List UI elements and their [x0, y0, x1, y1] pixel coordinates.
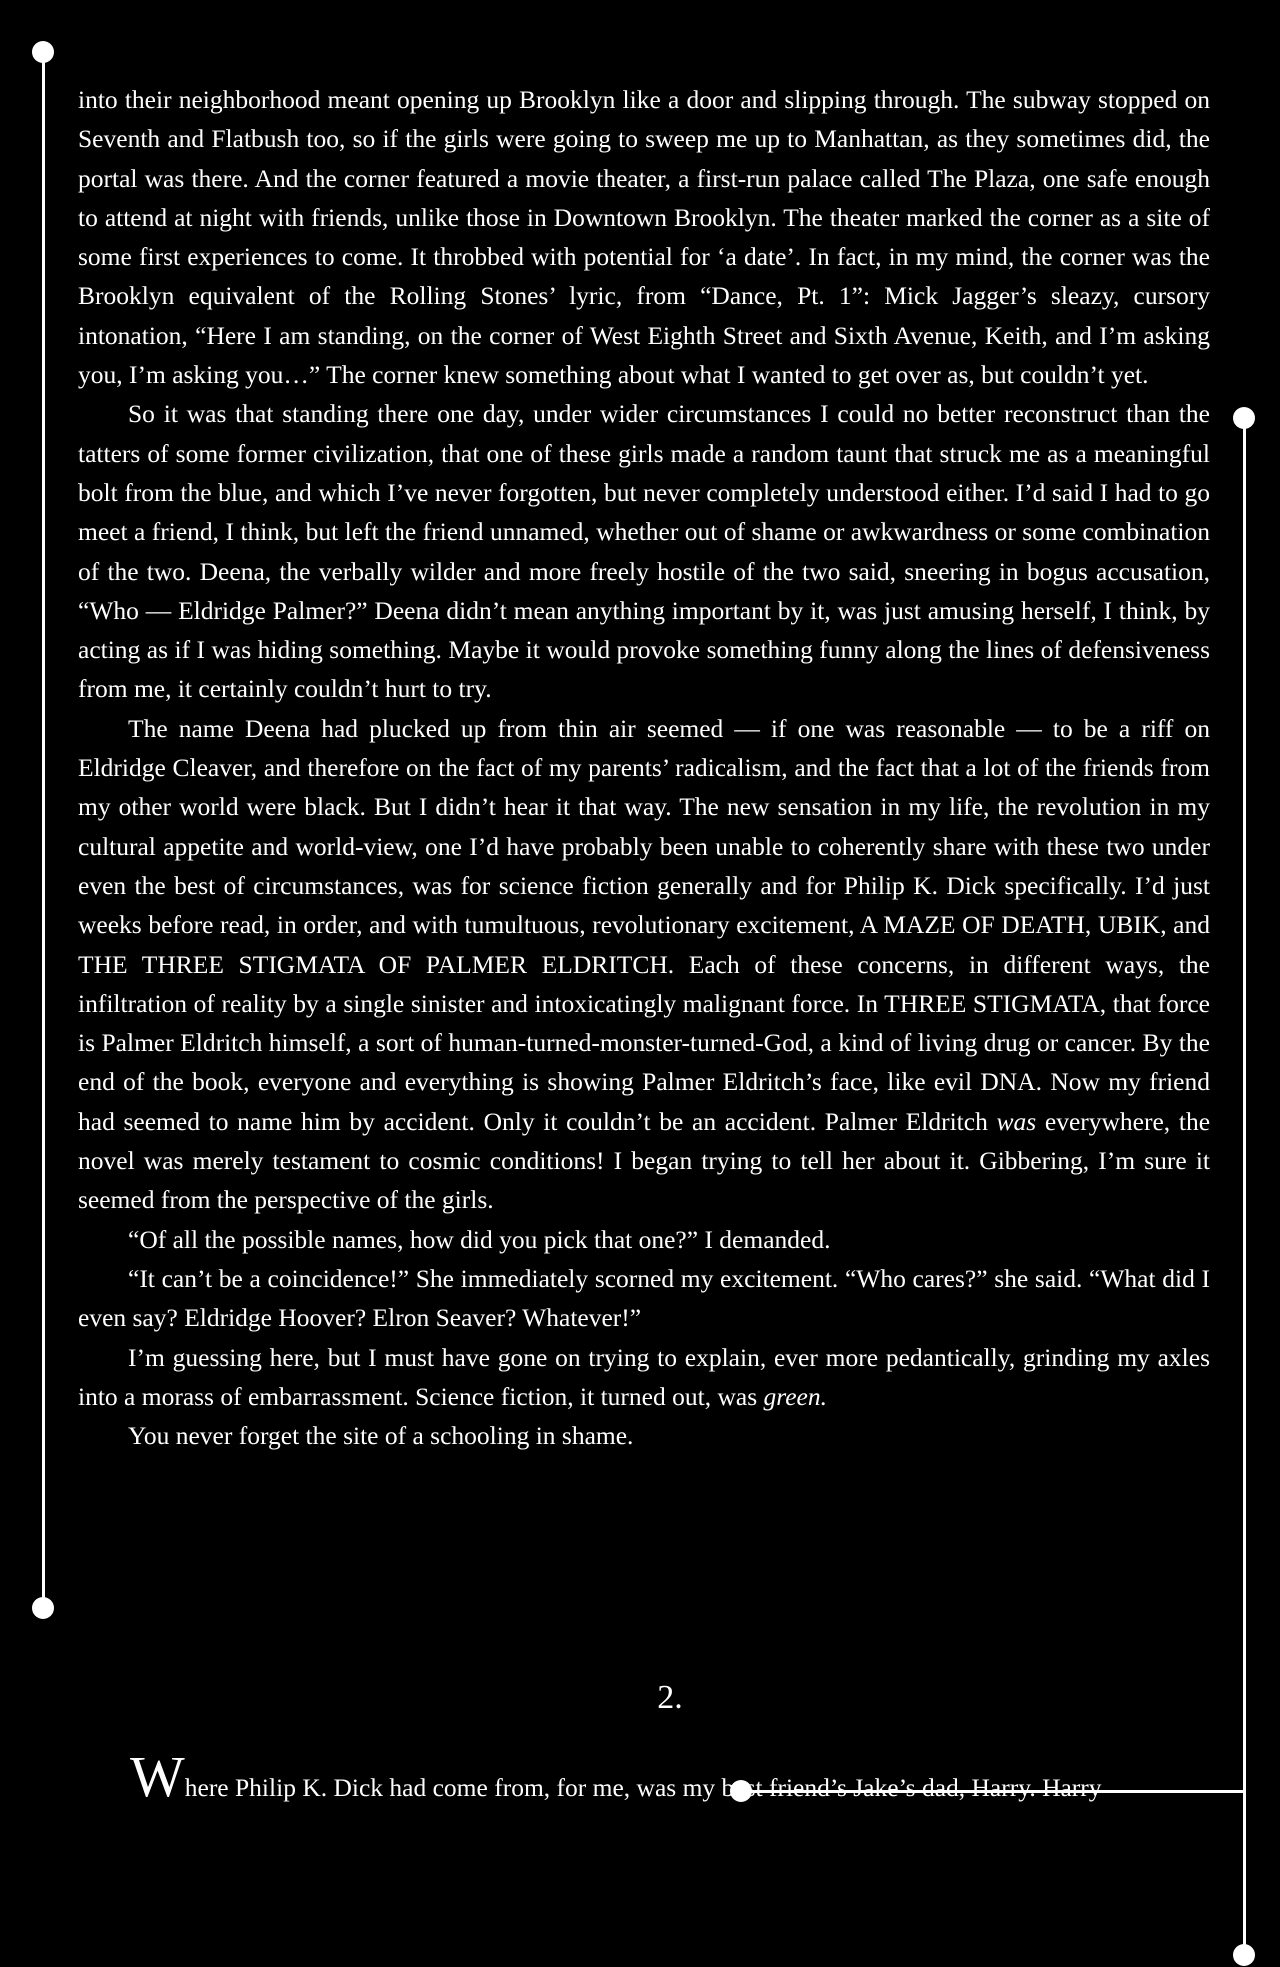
paragraph-2: So it was that standing there one day, under wider circumstances I could no better reconstruct than the tatters of some former civilization, that one of these girls made a random taunt that struck me as a meaningful bolt from the blue, and which I’ve never forgotten, but never completely understood either. I’d said I had to go meet a friend, I think, but left the friend unnamed, whether out of shame or awkwardness or some combination of the two. Deena, the verbally wilder and more freely hostile of the two said, sneering in bogus accusation, “Who — Eldridge Palmer?” Deena didn’t mean anything important by it, was just amusing herself, I think, by acting as if I was hiding something. Maybe it would provoke something funny along the lines of defensiveness from me, it certainly couldn’t hurt to try.: [78, 399, 1210, 704]
paragraph-3-text: The name Deena had plucked up from thin air seemed — if one was reasonable — to be a riff on Eldridge Cleaver, and therefore on the fact of my parents’ radicalism, and the fact that a lot of the friends from my other world were black. But I didn’t hear it that way. The new sensation in my life, the revolution in my cultural appetite and world-view, one I’d have probably been unable to coherently share with these two under even the best of circumstances, was for science fiction generally and for Philip K. Dick specifically. I’d just weeks before read, in order, and with tumultuous, revolutionary excitement, A MAZE OF DEATH, UBIK, and THE THREE STIGMATA OF PALMER ELDRITCH. Each of these concerns, in different ways, the infiltration of reality by a single sinister and intoxicatingly malignant force. In THREE STIGMATA, that force is Palmer Eldritch himself, a sort of human-turned-monster-turned-God, a kind of living drug or cancer. By the end of the book, everyone and everything is showing Palmer Eldritch’s face, like evil DNA. Now my friend had seemed to name him by accident. Only it couldn’t be an accident. Palmer Eldritch: [78, 713, 1210, 1136]
right-rail-top-dot: [1233, 407, 1255, 429]
left-rail-line: [42, 52, 45, 1608]
paragraph-3: [78, 709, 1210, 1220]
paragraph-3-italic: was: [996, 1106, 1037, 1136]
paragraph-7: You never forget the site of a schooling in shame.: [128, 1421, 634, 1451]
paragraph-3-end: everywhere, the novel was merely testament to cosmic conditions! I began trying to tell her about it. Gibbering, I’m sure it seemed from the perspective of the girls.: [78, 1106, 1211, 1215]
left-rail-bottom-dot: [32, 1597, 54, 1619]
paragraph-4: “Of all the possible names, how did you pick that one?” I demanded.: [128, 1224, 831, 1254]
body-text: [78, 80, 1210, 1455]
paragraph-1: into their neighborhood meant opening up Brooklyn like a door and slipping through. The subway stopped on Seventh and Flatbush too, so if the girls were going to sweep me up to Manhattan, as they sometimes did, the portal was there. And the corner featured a movie theater, a first-run palace called The Plaza, one safe enough to attend at night with friends, unlike those in Downtown Brooklyn. The theater marked the corner as a site of some first experiences to come. It throbbed with potential for ‘a date’. In fact, in my mind, the corner was the Brooklyn equivalent of the Rolling Stones’ lyric, from “Dance, Pt. 1”: Mick Jagger’s sleazy, cursory intonation, “Here I am standing, on the corner of West Eighth Street and Sixth Avenue, Keith, and I’m asking you, I’m asking you…” The corner knew something about what I wanted to get over as, but couldn’t yet.: [78, 85, 1210, 390]
paragraph-6: [78, 1338, 1210, 1417]
section-number: 2.: [657, 1679, 683, 1716]
paragraph-6-italic: green.: [763, 1381, 827, 1411]
section-first-line: here Philip K. Dick had come from, for me, was my best friend’s Jake’s dad, Harry. Harry: [184, 1773, 1102, 1802]
left-rail-top-dot: [32, 41, 54, 63]
drop-cap: W: [130, 1744, 185, 1809]
right-rail-bottom-dot: [1233, 1944, 1255, 1966]
section-first-paragraph: [130, 1744, 1215, 1813]
right-rail-line: [1243, 418, 1246, 1955]
paragraph-5: “It can’t be a coincidence!” She immediately scorned my excitement. “Who cares?” she said. “What did I even say? Eldridge Hoover? Elron Seaver? Whatever!”: [78, 1263, 1210, 1333]
paragraph-6-text: I’m guessing here, but I must have gone on trying to explain, ever more pedantically, grinding my axles into a morass of embarrassment. Science fiction, it turned out, was: [78, 1342, 1210, 1411]
